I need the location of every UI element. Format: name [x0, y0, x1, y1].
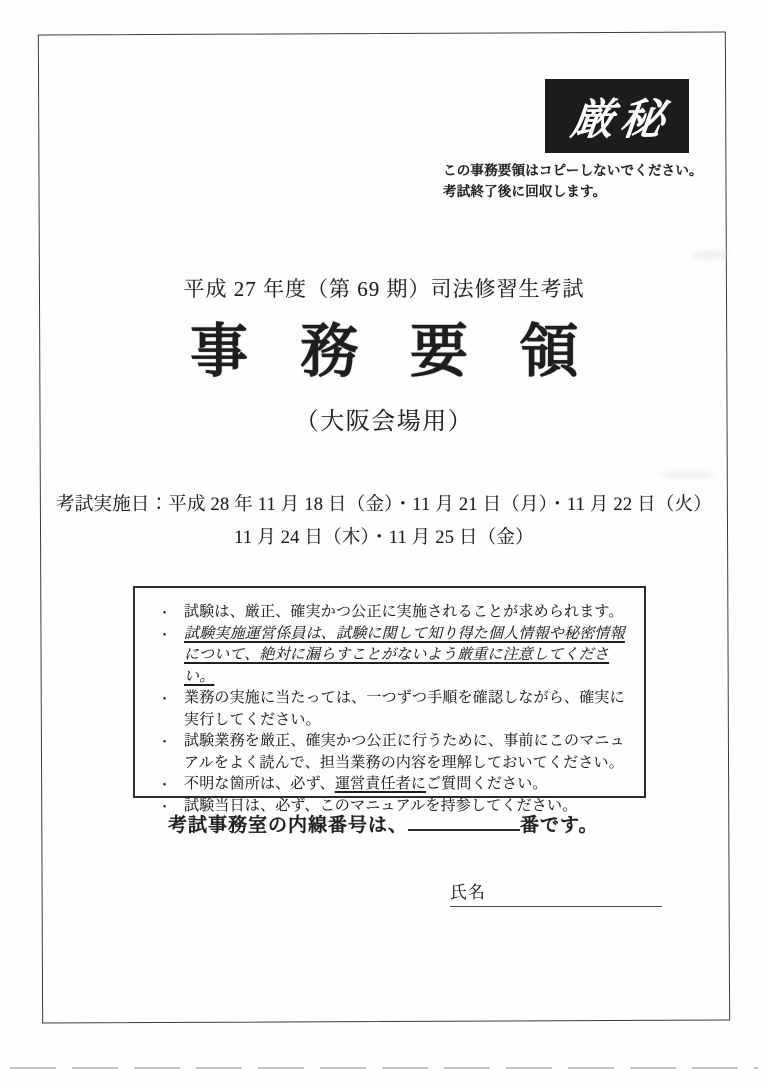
- notice-item-underlined-text: 運営責任者に: [334, 776, 427, 792]
- copy-note: [443, 160, 703, 202]
- scan-smudge: [660, 470, 715, 479]
- exam-dates: [0, 489, 768, 555]
- scan-smudge: [690, 250, 730, 260]
- exam-date-line2: 11 月 24 日（木）・11 月 25 日（金）: [234, 528, 534, 548]
- copy-note-line2: 考試終了後に回収します。: [443, 184, 607, 199]
- notice-item: [153, 731, 626, 774]
- notice-item: [153, 688, 626, 731]
- notice-item-text: 試験業務を厳正、確実かつ公正に行うために、事前にこのマニュアルをよく読んで、担当業務の内容を理解しておいてください。: [184, 733, 625, 771]
- extension-prefix: 考試事務室の内線番号は、: [168, 815, 409, 836]
- notice-item-text: 不明な箇所は、必ず、: [184, 776, 335, 792]
- confidential-stamp: [545, 79, 689, 153]
- document-title: 事務要領: [189, 319, 630, 384]
- extension-number-line: [168, 810, 599, 837]
- extension-number-blank: [408, 810, 520, 831]
- notice-item-text: 試験は、厳正、確実かつ公正に実施されることが求められます。: [184, 604, 624, 620]
- notice-item-text: 試験当日は、必ず、このマニュアルを持参してください。: [184, 797, 578, 814]
- exam-date-line1: 考試実施日：平成 28 年 11 月 18 日（金）・11 月 21 日（月）・11 月 22 日（火）: [56, 495, 712, 515]
- extension-suffix: 番です。: [520, 815, 599, 836]
- name-field: [450, 878, 662, 907]
- scan-artifact-line: [10, 1067, 758, 1069]
- notice-item: [153, 602, 626, 624]
- notice-item: [153, 624, 626, 689]
- notice-box: [133, 586, 646, 814]
- notice-item-text-emphasized: 試験実施運営係員は、試験に関して知り得た個人情報や秘密情報について、絶対に漏らすことがないよう厳重に注意してください。: [184, 625, 625, 685]
- notice-item-text: 業務の実施に当たっては、一つずつ手順を確認しながら、確実に実行してください。: [184, 690, 625, 728]
- name-label: 氏名: [450, 883, 486, 902]
- document-subtitle: 平成 27 年度（第 69 期）司法修習生考試: [183, 277, 585, 301]
- copy-note-line1: この事務要領はコピーしないでください。: [443, 163, 703, 178]
- notice-item-text: ご質問ください。: [426, 776, 548, 792]
- venue-label: （大阪会場用）: [294, 409, 474, 435]
- notice-item: [153, 774, 626, 796]
- notice-list: [135, 588, 644, 817]
- confidential-stamp-label: 厳秘: [567, 96, 673, 144]
